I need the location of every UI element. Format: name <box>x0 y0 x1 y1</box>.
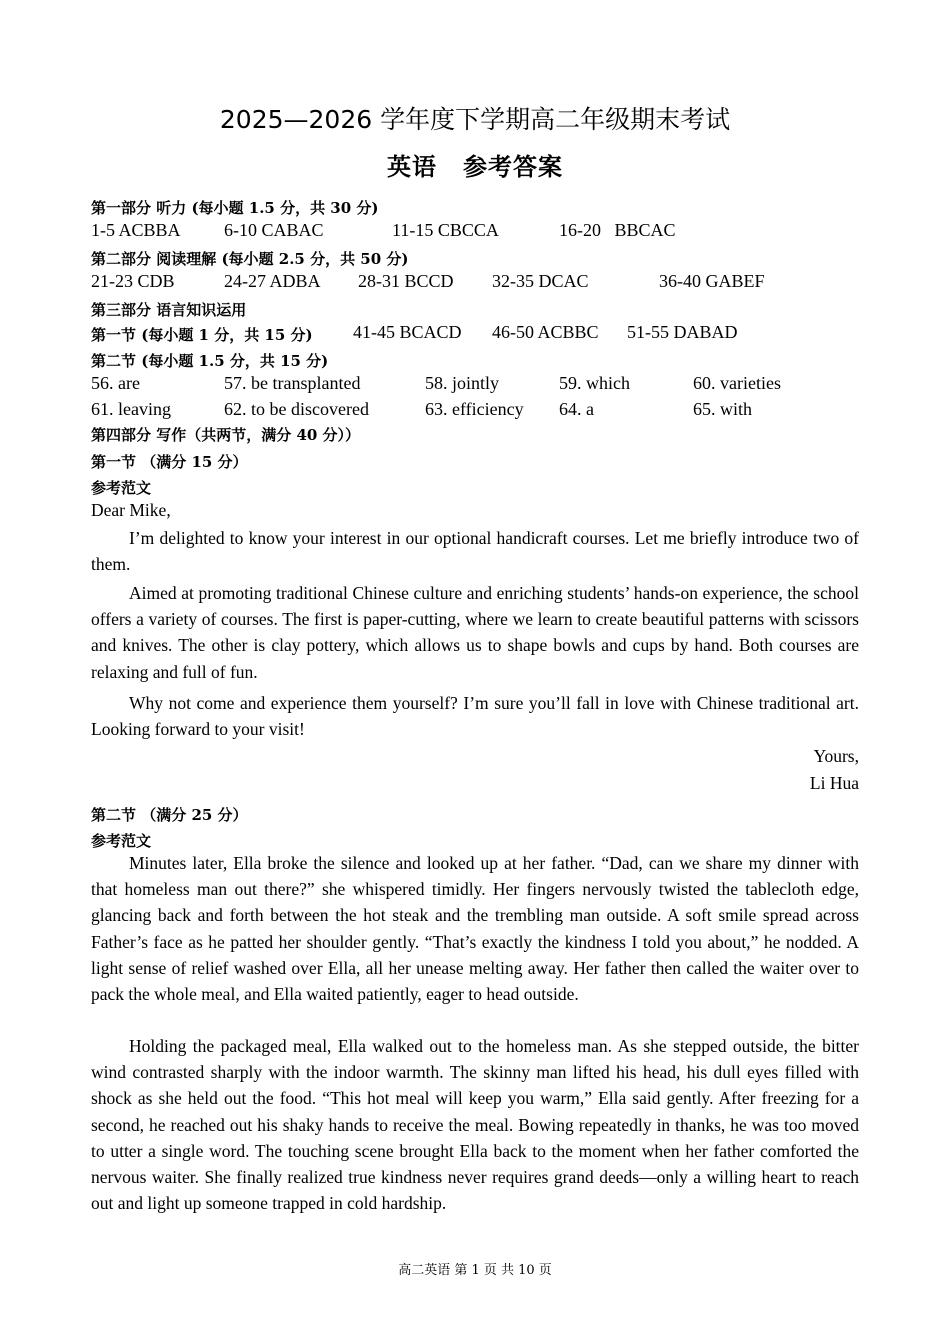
fill-answer: 60. varieties <box>693 373 781 393</box>
answer-group: 51-55 DABAD <box>627 322 738 342</box>
fill-answer: 57. be transplanted <box>224 373 361 393</box>
exam-title: 2025—2026 学年度下学期高二年级期末考试 <box>219 105 731 134</box>
letter-closing: Yours, <box>813 746 859 766</box>
fill-answer: 61. leaving <box>91 399 171 419</box>
part4-sec2-label: 参考范文 <box>91 832 152 850</box>
letter-paragraph: I’m delighted to know your interest in our optional handicraft courses. Let me briefly introduce two of them. <box>91 528 859 575</box>
part3-header: 第三部分 语言知识运用 <box>91 301 247 319</box>
answer-group: 16-20 BBCAC <box>559 220 676 240</box>
story-paragraph: Holding the packaged meal, Ella walked out to the homeless man. As she stepped outside, the bitter wind contrasted sharply with the indoor warmth. The skinny man lifted his head, his dull eyes filled with shock as she held out the food. “This hot meal will keep you warm,” Ella said gently. After freezing for a second, he reached out his shaky hands to receive the meal. Bowing repeatedly in thanks, he was too moved to utter a single word. The touching scene brought Ella back to the moment when her father comforted the nervous waiter. She finally realized true kindness never requires grand deeds—only a willing heart to reach out and light up someone trapped in cold hardship. <box>91 1036 859 1214</box>
fill-answer: 56. are <box>91 373 140 393</box>
answer-group: 41-45 BCACD <box>353 322 462 342</box>
answer-group: 32-35 DCAC <box>492 271 589 291</box>
page-footer: 高二英语 第 1 页 共 10 页 <box>398 1263 552 1278</box>
answer-group: 21-23 CDB <box>91 271 175 291</box>
fill-answer: 64. a <box>559 399 594 419</box>
fill-answer: 59. which <box>559 373 630 393</box>
answer-group: 36-40 GABEF <box>659 271 765 291</box>
story-paragraph: Minutes later, Ella broke the silence and looked up at her father. “Dad, can we share my dinner with that homeless man out there?” she whispered timidly. Her fingers nervously twisted the tablecloth edge, glancing back and forth between the hot steak and the trembling man outside. A soft smile spread across Father’s face as he patted her shoulder gently. “That’s exactly the kindness I told you about,” he nodded. A light sense of relief washed over Ella, all her unease melting away. Her father then called the waiter over to pack the whole meal, and Ella waited patiently, eager to head outside. <box>91 853 859 1005</box>
answer-group: 24-27 ADBA <box>224 271 321 291</box>
answer-group: 6-10 CABAC <box>224 220 324 240</box>
answer-group: 28-31 BCCD <box>358 271 454 291</box>
part3-sec2-header: 第二节 (每小题 1.5 分，共 15 分) <box>91 352 329 370</box>
letter-paragraph: Aimed at promoting traditional Chinese culture and enriching students’ hands-on experience, the school offers a variety of courses. The first is paper-cutting, where we learn to create beautiful patterns with scissors and knives. The other is clay pottery, which allows us to shape bowls and cups by hand. Both courses are relaxing and full of fun. <box>91 583 859 682</box>
part2-header: 第二部分 阅读理解 (每小题 2.5 分，共 50 分) <box>91 250 409 268</box>
answer-group: 46-50 ACBBC <box>492 322 599 342</box>
subject-label: 英语 <box>387 153 437 181</box>
fill-answer: 65. with <box>693 399 753 419</box>
letter-paragraph: Why not come and experience them yourself? I’m sure you’ll fall in love with Chinese traditional art. Looking forward to your visit! <box>91 693 859 740</box>
letter-salutation: Dear Mike, <box>91 500 171 520</box>
part4-sec1-label: 参考范文 <box>91 479 152 497</box>
fill-answer: 62. to be discovered <box>224 399 369 419</box>
part4-sec1-header: 第一节 （满分 15 分） <box>91 453 248 471</box>
answer-key-label: 参考答案 <box>463 153 563 181</box>
fill-answer: 58. jointly <box>425 373 500 393</box>
fill-answer: 63. efficiency <box>425 399 524 419</box>
letter-signature: Li Hua <box>809 773 859 793</box>
part1-header: 第一部分 听力 (每小题 1.5 分，共 30 分) <box>91 199 379 217</box>
answer-group: 1-5 ACBBA <box>91 220 181 240</box>
answer-group: 11-15 CBCCA <box>392 220 499 240</box>
part4-header: 第四部分 写作（共两节，满分 40 分）） <box>91 426 361 444</box>
part3-sec1-header: 第一节 (每小题 1 分，共 15 分) <box>91 326 313 344</box>
exam-subtitle <box>0 147 950 182</box>
part4-sec2-header: 第二节 （满分 25 分） <box>91 806 248 824</box>
